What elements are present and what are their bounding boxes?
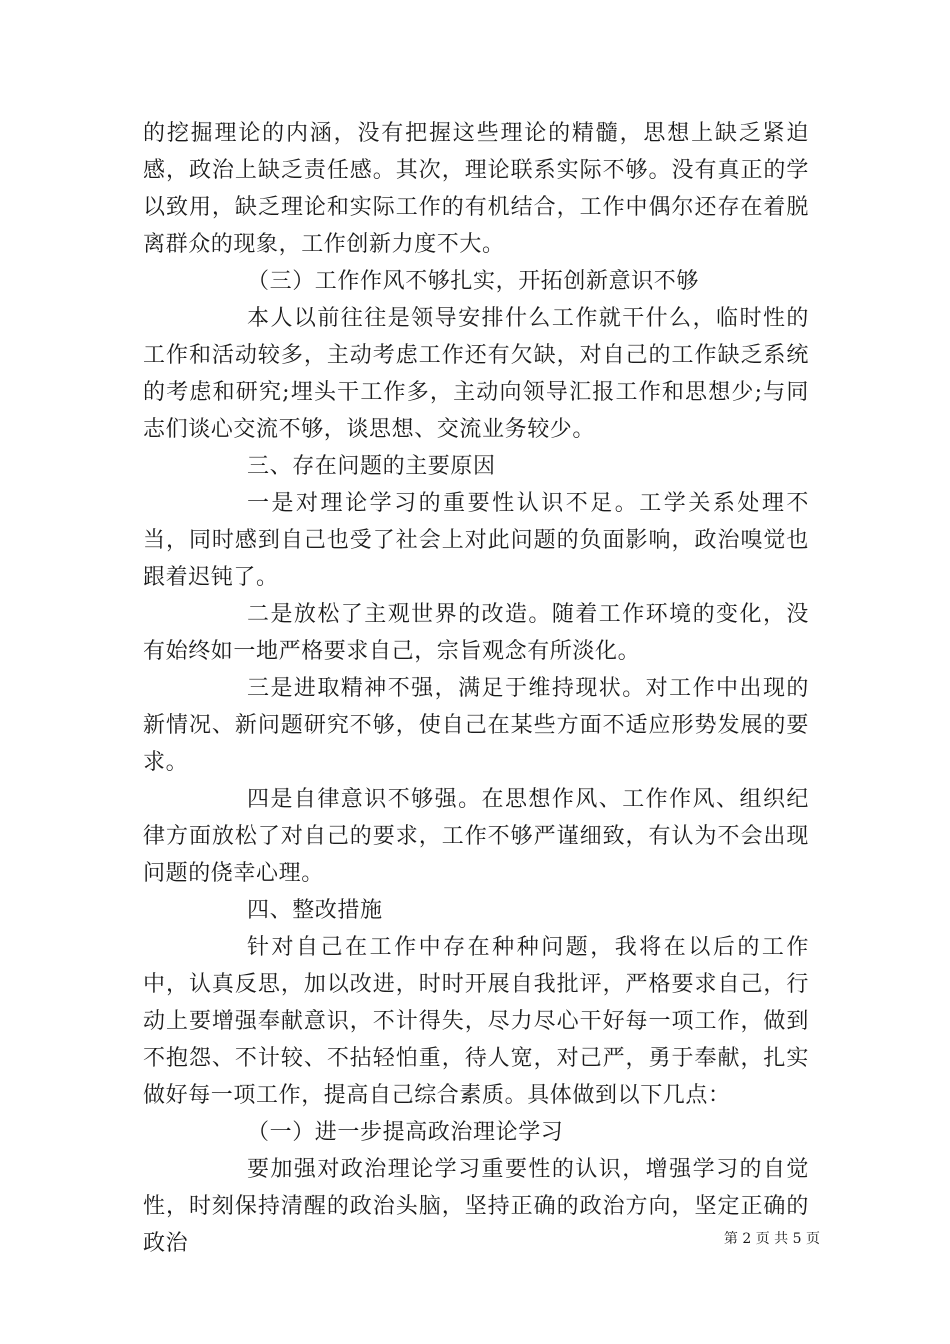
section-heading: 三、存在问题的主要原因 <box>247 454 496 479</box>
paragraph: 一是对理论学习的重要性认识不足。工学关系处理不当，同时感到自己也受了社会上对此问题的负面影响，政治嗅觉也跟着迟钝了。 <box>143 491 809 590</box>
paragraph: 的挖掘理论的内涵，没有把握这些理论的精髓，思想上缺乏紧迫感，政治上缺乏责任感。其次，理论联系实际不够。没有真正的学以致用，缺乏理论和实际工作的有机结合，工作中偶尔还存在着脱离群众的现象，工作创新力度不大。 <box>143 121 809 257</box>
page-number: 第 2 页 共 5 页 <box>723 1231 820 1247</box>
paragraph: 要加强对政治理论学习重要性的认识，增强学习的自觉性，时刻保持清醒的政治头脑，坚持正确的政治方向，坚定正确的政治 <box>143 1157 809 1256</box>
paragraph: 四是自律意识不够强。在思想作风、工作作风、组织纪律方面放松了对自己的要求，工作不够严谨细致，有认为不会出现问题的侥幸心理。 <box>143 787 809 886</box>
paragraph: 三是进取精神不强，满足于维持现状。对工作中出现的新情况、新问题研究不够，使自己在某些方面不适应形势发展的要求。 <box>143 676 809 775</box>
section-subheading: （一）进一步提高政治理论学习 <box>247 1120 564 1145</box>
section-heading: 四、整改措施 <box>247 898 383 923</box>
section-subheading: （三）工作作风不够扎实，开拓创新意识不够 <box>247 269 700 294</box>
paragraph: 二是放松了主观世界的改造。随着工作环境的变化，没有始终如一地严格要求自己，宗旨观念有所淡化。 <box>143 602 809 664</box>
paragraph: 本人以前往往是领导安排什么工作就干什么，临时性的工作和活动较多，主动考虑工作还有欠缺，对自己的工作缺乏系统的考虑和研究;埋头干工作多，主动向领导汇报工作和思想少;与同志们谈心交流不够，谈思想、交流业务较少。 <box>143 306 809 442</box>
paragraph: 针对自己在工作中存在种种问题，我将在以后的工作中，认真反思，加以改进，时时开展自我批评，严格要求自己，行动上要增强奉献意识，不计得失，尽力尽心干好每一项工作，做到不抱怨、不计较、不拈轻怕重，待人宽，对己严，勇于奉献，扎实做好每一项工作，提高自己综合素质。具体做到以下几点： <box>143 935 809 1108</box>
document-body <box>143 115 809 1262</box>
